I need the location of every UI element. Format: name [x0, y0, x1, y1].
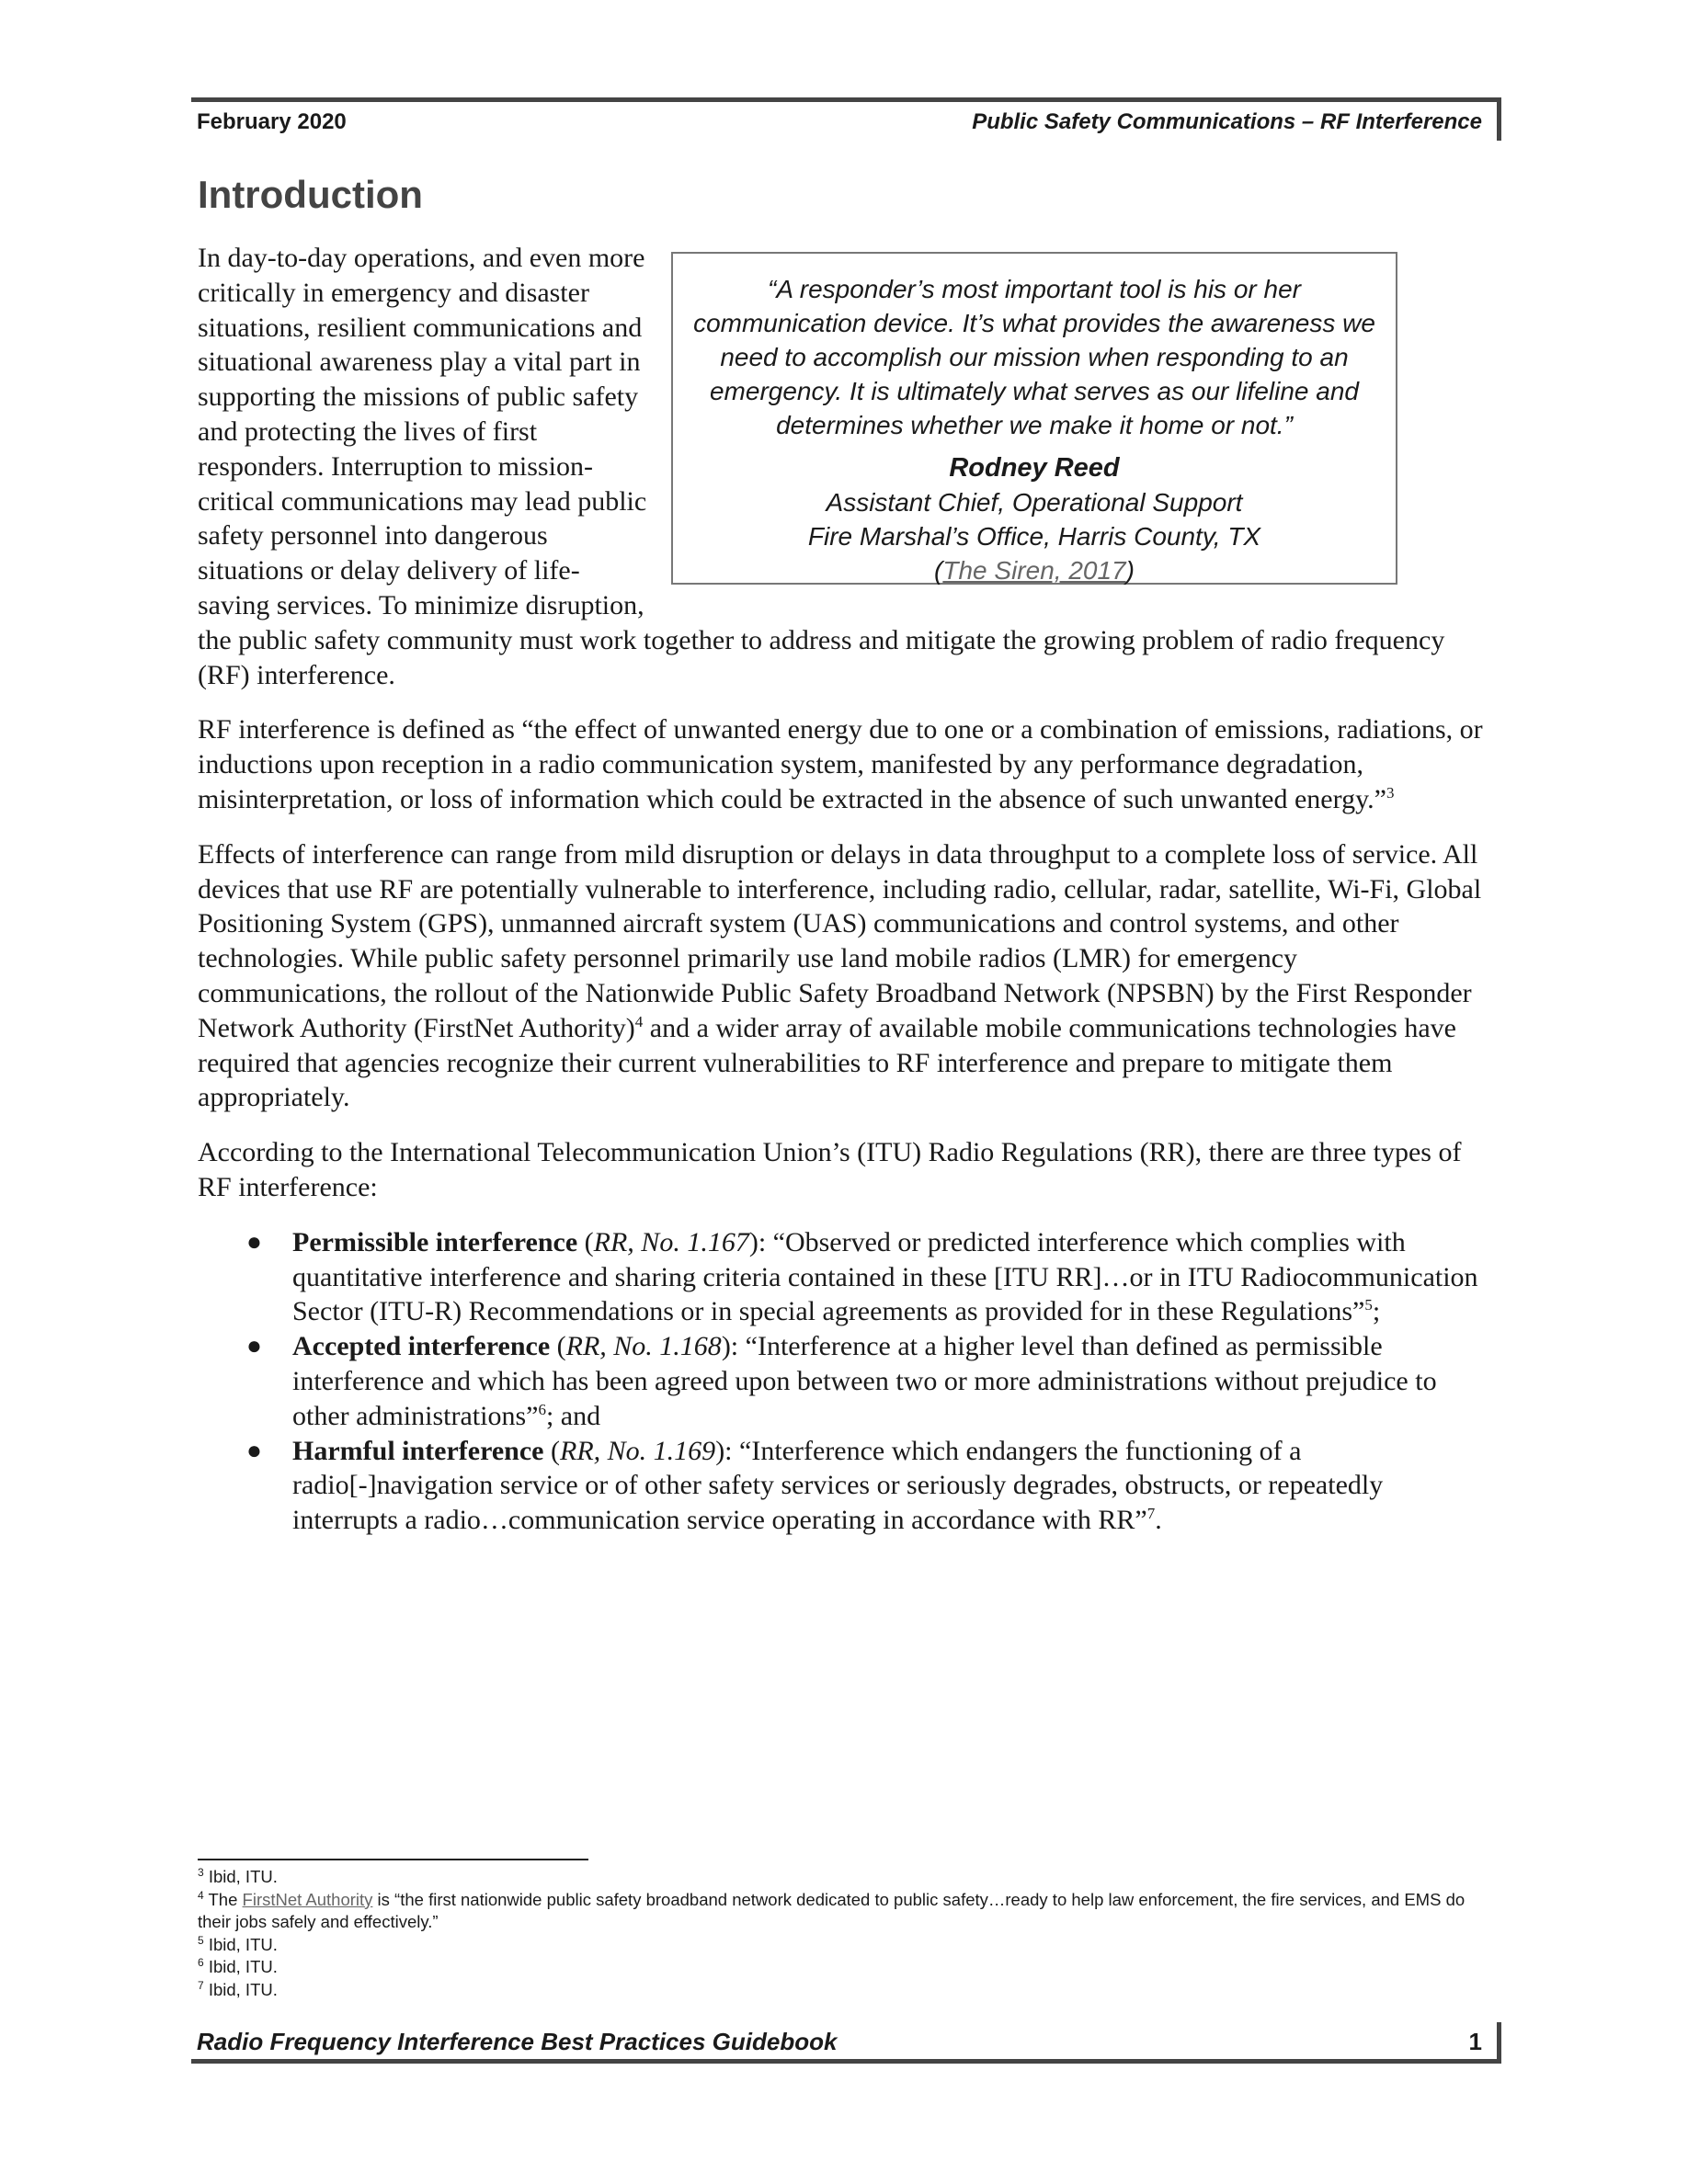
- main-content: [198, 241, 1485, 1538]
- definition-text: RF interference is defined as “the effect of unwanted energy due to one or a combination of emissions, radiations, or inductions upon reception in a radio communication system, manifested by any performance degradation, misinterpretation, or loss of information which could be extracted in the absence of such unwanted energy.”: [198, 714, 1483, 814]
- bullet-ref: RR, No. 1.167: [593, 1226, 749, 1257]
- header-date: February 2020: [197, 109, 347, 134]
- bullet-term: Accepted interference: [292, 1331, 551, 1362]
- effects-text-a: Effects of interference can range from mild disruption or delays in data throughput to a complete loss of service. All devices that use RF are potentially vulnerable to interference, including radio, cellular, radar, satellite, Wi-Fi, Global Positioning System (GPS), unmanned aircraft system (UAS) communications and control systems, and other technologies. While public safety personnel primarily use land mobile radios (LMR) for emergency communications, the rollout of the Nationwide Public Safety Broadband Network (NPSBN) by the First Responder Network Authority (FirstNet Authority): [198, 838, 1482, 1043]
- quote-author-role: Assistant Chief, Operational Support: [826, 488, 1243, 517]
- footnote-text: Ibid, ITU.: [208, 1957, 278, 1976]
- page-header: [191, 97, 1501, 141]
- bullet-ref-open: (: [543, 1435, 561, 1466]
- footnote-text: Ibid, ITU.: [208, 1934, 278, 1954]
- footnote-number: 6: [198, 1955, 204, 1969]
- bullet-ref-open: (: [577, 1226, 594, 1257]
- footnote-text: Ibid, ITU.: [208, 1867, 278, 1886]
- footnote-ref-4[interactable]: 4: [634, 1012, 644, 1030]
- list-item: [246, 1434, 1485, 1538]
- footnote-separator: [198, 1859, 588, 1860]
- footnote-number: 5: [198, 1933, 204, 1947]
- bullet-ref: RR, No. 1.168: [565, 1331, 722, 1362]
- footnote-6: [198, 1956, 1485, 1979]
- footnote-5: [198, 1934, 1485, 1957]
- itu-paragraph: According to the International Telecommunication Union’s (ITU) Radio Regulations (RR), there are three types of RF interference:: [198, 1137, 1462, 1202]
- footnote-ref-6[interactable]: 6: [538, 1400, 546, 1418]
- bullet-ref: RR, No. 1.169: [560, 1435, 716, 1466]
- footnote-7: [198, 1979, 1485, 2002]
- page-footer: [191, 2022, 1501, 2064]
- page-title: Introduction: [198, 173, 423, 216]
- bullet-text: ): “Observed or predicted interference which complies with quantitative interference and sharing criteria contained in these [ITU RR]…or in ITU Radiocommunication Sector (ITU-R) Recommendations or in special agreements as provided for in these Regulations”: [292, 1226, 1478, 1327]
- bullet-text: ): “Interference at a higher level than defined as permissible interference and which has been agreed upon between two or more administrations without prejudice to other administrations”: [292, 1331, 1437, 1431]
- header-section-title: Public Safety Communications – RF Interference: [972, 109, 1482, 134]
- list-item: [246, 1329, 1485, 1433]
- bullet-icon: ●: [246, 1436, 262, 1465]
- footnote-3: [198, 1866, 1485, 1889]
- quote-author: Rodney Reed: [949, 453, 1120, 483]
- bullet-tail: ; and: [545, 1400, 601, 1431]
- effects-text-b: and a wider array of available mobile communications technologies have required that agencies recognize their current vulnerabilities to RF interference and prepare to mitigate them appropriately.: [198, 1012, 1456, 1113]
- interference-types-list: [198, 1225, 1485, 1538]
- footnote-number: 7: [198, 1978, 204, 1992]
- intro-paragraph: In day-to-day operations, and even more critically in emergency and disaster situations, resilient communications and situational awareness play a vital part in supporting the missions of public safety and protecting the lives of first responders. Interruption to mission-critical communications may lead public safety personnel into dangerous situations or delay delivery of life-saving services. To minimize disruption, the public safety community must work together to address and mitigate the growing problem of radio frequency (RF) interference.: [198, 243, 1445, 690]
- quote-citation-link[interactable]: The Siren, 2017: [942, 556, 1126, 585]
- footnote-pre: The: [208, 1889, 243, 1909]
- list-item: [246, 1225, 1485, 1329]
- bullet-ref-open: (: [550, 1331, 566, 1362]
- quote-author-org: Fire Marshal’s Office, Harris County, TX: [807, 522, 1261, 551]
- bullet-icon: ●: [246, 1332, 262, 1361]
- firstnet-authority-link[interactable]: FirstNet Authority: [242, 1889, 373, 1909]
- bullet-term: Permissible interference: [292, 1226, 578, 1257]
- quote-cite-open: (: [934, 556, 943, 585]
- footnote-ref-5[interactable]: 5: [1364, 1296, 1373, 1314]
- quote-cite-close: ): [1125, 556, 1135, 585]
- bullet-term: Harmful interference: [292, 1435, 544, 1466]
- quote-citation: [673, 553, 1396, 587]
- footnote-ref-3[interactable]: 3: [1386, 783, 1395, 802]
- footer-guidebook-title: Radio Frequency Interference Best Practices Guidebook: [197, 2028, 838, 2055]
- footnote-number: 3: [198, 1865, 204, 1879]
- footnote-number: 4: [198, 1888, 204, 1902]
- quote-text: “A responder’s most important tool is his or her communication device. It’s what provides the awareness we need to accomplish our mission when responding to an emergency. It is ultimately what serves as our lifeline and determines whether we make it home or not.”: [693, 275, 1375, 439]
- bullet-tail: .: [1155, 1505, 1162, 1536]
- bullet-text: ): “Interference which endangers the functioning of a radio[-]navigation service or of other safety services or seriously degrades, obstructs, or repeatedly interrupts a radio…communication service operating in accordance with RR”: [292, 1435, 1384, 1536]
- footnote-4: [198, 1889, 1485, 1934]
- bullet-icon: ●: [246, 1227, 262, 1257]
- pull-quote-box: [671, 252, 1397, 585]
- effects-paragraph: [198, 837, 1485, 1115]
- footnote-ref-7[interactable]: 7: [1146, 1505, 1156, 1523]
- footnotes: [198, 1866, 1485, 2001]
- page-number: 1: [1468, 2028, 1482, 2055]
- bullet-tail: ;: [1372, 1296, 1381, 1327]
- footnote-text: Ibid, ITU.: [208, 1979, 278, 1999]
- definition-paragraph: [198, 712, 1485, 816]
- footnote-text: is “the first nationwide public safety broadband network dedicated to public safety…ready to help law enforcement, the fire services, and EMS do their jobs safely and effectively.”: [198, 1889, 1466, 1931]
